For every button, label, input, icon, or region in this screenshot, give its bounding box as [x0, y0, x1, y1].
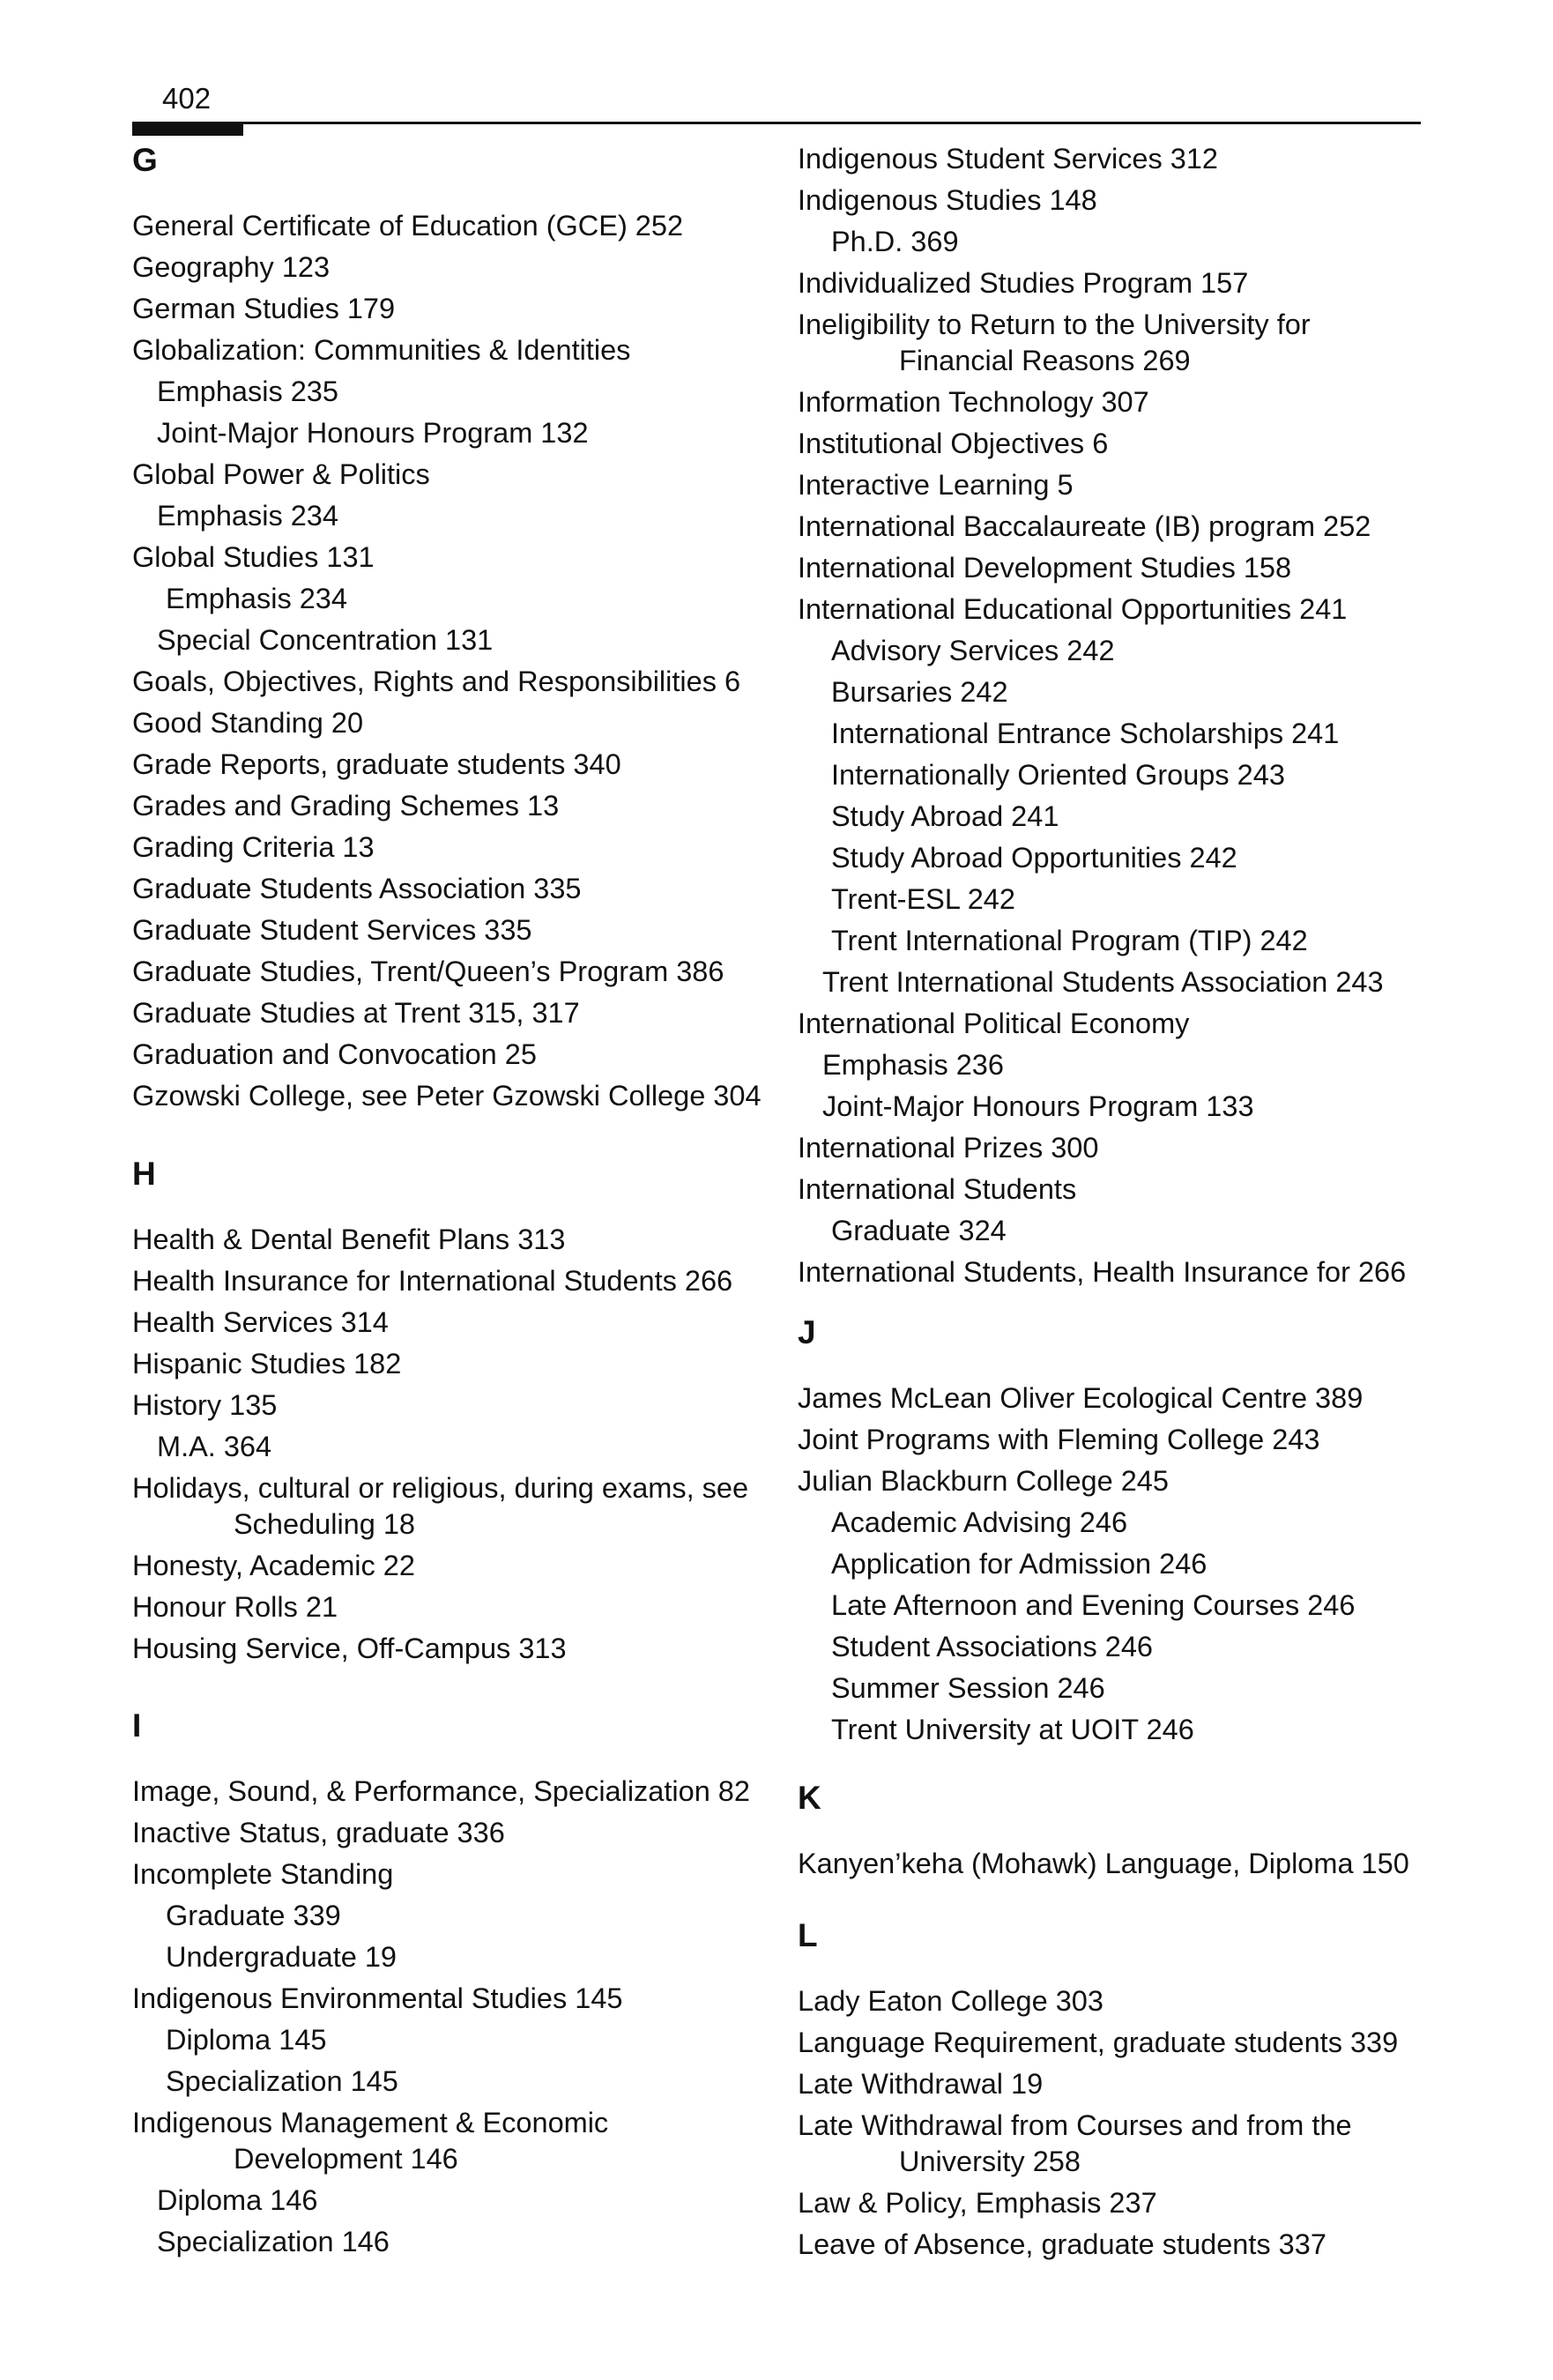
index-entry: General Certificate of Education (GCE) 252 — [132, 210, 684, 242]
index-entry: Ineligibility to Return to the University for — [798, 309, 1311, 340]
index-entry: Bursaries 242 — [831, 676, 1008, 708]
index-entry: Geography 123 — [132, 251, 331, 283]
section-letter-heading: J — [798, 1314, 816, 1350]
index-entry: Emphasis 236 — [822, 1049, 1004, 1081]
index-entry: Health & Dental Benefit Plans 313 — [132, 1223, 566, 1255]
index-entry: History 135 — [132, 1389, 278, 1421]
index-entry: Good Standing 20 — [132, 707, 364, 739]
index-entry: Leave of Absence, graduate students 337 — [798, 2228, 1326, 2260]
index-entry: Language Requirement, graduate students 339 — [798, 2027, 1399, 2058]
index-entry: Undergraduate 19 — [166, 1941, 397, 1973]
index-entry: Indigenous Management & Economic — [132, 2107, 609, 2138]
index-entry: Academic Advising 246 — [831, 1506, 1128, 1538]
index-entry: Information Technology 307 — [798, 386, 1149, 418]
index-entry: Summer Session 246 — [831, 1672, 1105, 1704]
index-entry: Development 146 — [234, 2143, 458, 2175]
index-entry: Incomplete Standing — [132, 1858, 394, 1890]
index-entry: International Development Studies 158 — [798, 552, 1292, 584]
index-entry: Goals, Objectives, Rights and Responsibilities 6 — [132, 666, 741, 697]
index-entry: Honour Rolls 21 — [132, 1591, 338, 1623]
index-entry: Kanyen’keha (Mohawk) Language, Diploma 150 — [798, 1848, 1409, 1879]
index-entry: University 258 — [899, 2146, 1081, 2177]
index-entry: Global Studies 131 — [132, 541, 375, 573]
index-entry: International Students — [798, 1173, 1077, 1205]
index-entry: M.A. 364 — [157, 1431, 272, 1462]
index-entry: Scheduling 18 — [234, 1508, 415, 1540]
index-entry: Late Afternoon and Evening Courses 246 — [831, 1589, 1356, 1621]
index-entry: Diploma 145 — [166, 2024, 327, 2056]
index-entry: Late Withdrawal from Courses and from the — [798, 2109, 1352, 2141]
index-entry: Internationally Oriented Groups 243 — [831, 759, 1285, 791]
index-entry: International Educational Opportunities 241 — [798, 593, 1348, 625]
index-entry: Housing Service, Off-Campus 313 — [132, 1633, 567, 1664]
page-number: 402 — [162, 82, 212, 115]
index-entry: Indigenous Studies 148 — [798, 184, 1097, 216]
index-entry: Joint Programs with Fleming College 243 — [798, 1424, 1320, 1455]
index-entry: Globalization: Communities & Identities — [132, 334, 631, 366]
index-entry: Global Power & Politics — [132, 458, 430, 490]
index-entry: Advisory Services 242 — [831, 635, 1115, 666]
index-entry: Financial Reasons 269 — [899, 345, 1191, 376]
index-entry: Graduate 324 — [831, 1215, 1007, 1246]
index-entry: Indigenous Environmental Studies 145 — [132, 1982, 623, 2014]
index-entry: Hispanic Studies 182 — [132, 1348, 402, 1380]
index-entry: Graduate Studies at Trent 315, 317 — [132, 997, 580, 1029]
index-entry: Emphasis 234 — [157, 500, 338, 532]
index-entry: Study Abroad Opportunities 242 — [831, 842, 1237, 874]
index-entry: Trent-ESL 242 — [831, 883, 1015, 915]
section-letter-heading: H — [132, 1156, 156, 1192]
index-entry: Individualized Studies Program 157 — [798, 267, 1249, 299]
index-entry: Specialization 145 — [166, 2065, 398, 2097]
index-entry: International Baccalaureate (IB) program 252 — [798, 510, 1371, 542]
index-entry: Grading Criteria 13 — [132, 831, 375, 863]
index-entry: International Entrance Scholarships 241 — [831, 718, 1340, 749]
index-entry: Graduate Students Association 335 — [132, 873, 582, 904]
index-entry: Emphasis 234 — [166, 583, 347, 614]
index-entry: Graduation and Convocation 25 — [132, 1038, 537, 1070]
header-rule — [132, 122, 1421, 124]
index-entry: Graduate Studies, Trent/Queen’s Program 386 — [132, 956, 724, 987]
index-entry: Study Abroad 241 — [831, 800, 1059, 832]
index-entry: Specialization 146 — [157, 2226, 390, 2257]
index-entry: Holidays, cultural or religious, during exams, see — [132, 1472, 749, 1504]
index-entry: Diploma 146 — [157, 2184, 318, 2216]
index-entry: International Students, Health Insurance for 266 — [798, 1256, 1407, 1288]
index-entry: Special Concentration 131 — [157, 624, 494, 656]
index-entry: Application for Admission 246 — [831, 1548, 1207, 1580]
index-entry: Trent University at UOIT 246 — [831, 1714, 1194, 1745]
index-entry: Institutional Objectives 6 — [798, 428, 1109, 459]
index-entry: Gzowski College, see Peter Gzowski College 304 — [132, 1080, 762, 1112]
index-entry: Trent International Program (TIP) 242 — [831, 925, 1308, 956]
index-entry: Emphasis 235 — [157, 376, 338, 407]
index-entry: Grade Reports, graduate students 340 — [132, 748, 621, 780]
index-entry: Graduate 339 — [166, 1900, 341, 1931]
section-letter-heading: K — [798, 1780, 821, 1816]
index-entry: Joint-Major Honours Program 132 — [157, 417, 589, 449]
index-entry: Law & Policy, Emphasis 237 — [798, 2187, 1157, 2219]
section-letter-heading: L — [798, 1917, 818, 1953]
index-entry: James McLean Oliver Ecological Centre 389 — [798, 1382, 1364, 1414]
index-entry: Student Associations 246 — [831, 1631, 1153, 1662]
index-entry: Joint-Major Honours Program 133 — [822, 1090, 1254, 1122]
index-entry: German Studies 179 — [132, 293, 396, 324]
index-entry: Trent International Students Association 243 — [822, 966, 1384, 998]
index-entry: Interactive Learning 5 — [798, 469, 1074, 501]
index-entry: Health Insurance for International Students 266 — [132, 1265, 733, 1297]
index-entry: Graduate Student Services 335 — [132, 914, 532, 946]
section-letter-heading: G — [132, 142, 158, 178]
index-entry: Ph.D. 369 — [831, 226, 959, 257]
index-entry: Indigenous Student Services 312 — [798, 143, 1218, 175]
index-entry: International Political Economy — [798, 1008, 1190, 1039]
index-entry: Health Services 314 — [132, 1306, 389, 1338]
index-entry: Inactive Status, graduate 336 — [132, 1817, 505, 1848]
index-entry: Grades and Grading Schemes 13 — [132, 790, 560, 822]
index-entry: Image, Sound, & Performance, Specialization 82 — [132, 1775, 750, 1807]
index-entry: Honesty, Academic 22 — [132, 1550, 415, 1581]
section-letter-heading: I — [132, 1707, 142, 1744]
index-entry: Julian Blackburn College 245 — [798, 1465, 1169, 1497]
header-tab-marker — [132, 123, 243, 136]
index-entry: Late Withdrawal 19 — [798, 2068, 1044, 2100]
index-entry: International Prizes 300 — [798, 1132, 1099, 1164]
index-entry: Lady Eaton College 303 — [798, 1985, 1103, 2017]
